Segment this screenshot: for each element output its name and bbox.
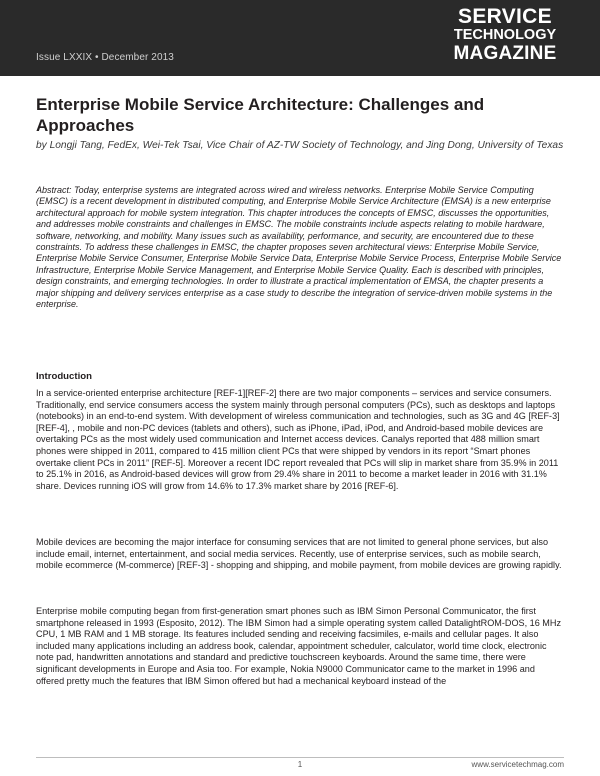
article-abstract: Abstract: Today, enterprise systems are integrated across wired and wireless networks. Enterprise Mobile Service Computing (EMSC) is a recent development in distributed computing, and Enterprise Mobile Service Architecture (EMSA) is a new enterprise architectural approach for mobile system integration. This chapter introduces the concepts of EMSC, discusses the opportunities, and addresses mobile constraints and challenges in EMSC. The mobile constraints include aspects relating to mobile hardware, software, networking, and mobility. Many issues such as availability, performance, and security, are encountered due to these constraints. To address these challenges in EMSC, the chapter proposes seven architectural views: Enterprise Mobile Service, Enterprise Mobile Service Consumer, Enterprise Mobile Service Data, Enterprise Mobile Service Process, Enterprise Mobile Service Infrastructure, Enterprise Mobile Service Management, and Enterprise Mobile Service Quality. Each is described with principles, design constraints, and emerging technologies. In order to illustrate a practical implementation of EMSA, the chapter presents a major shipping and delivery services enterprise as a case study to describe the integration of service-driven mobile systems in the enterprise. [36, 185, 562, 310]
article-title: Enterprise Mobile Service Architecture: Challenges and Approaches [36, 95, 485, 135]
body-paragraph: In a service-oriented enterprise architecture [REF-1][REF-2] there are two major components – services and service consumers. Traditionally, end service consumers access the system mainly through personal computers (PCs), such as desktops and laptops (notebooks) in an end-to-end system. With development of wireless communication and technologies, such as 3G and 4G [REF-3][REF-4], , mobile and non-PC devices (tablets and others), such as iPhone, iPad, iPod, and Android-based mobile devices are overtaking PCs as the most widely used communication and Internet access devices. Canalys reported that 488 million smart phones were shipped in 2011, compared to 415 million client PCs that were shipped by vendors in its report “Smart phones overtake client PCs in 2011” [REF-5]. Moreover a recent IDC report revealed that PCs will slip in market share from 35.9% in 2011 to 25.1% in 2016, as Android-based devices will grow from 29.4% share in 2011 to become a market leader in 2016 with 31.1% share. Devices running iOS will grow from 14.6% to 17.3% market share by 2016 [REF-6]. [36, 388, 560, 491]
logo-line-1: SERVICE [458, 5, 552, 28]
footer-website-link[interactable]: www.servicetechmag.com [471, 760, 564, 769]
header-band [0, 0, 600, 76]
body-paragraph: Mobile devices are becoming the major interface for consuming services that are not limited to general phone services, but also include email, internet, entertainment, and social media services. Recently, use of enterprise services, such as mobile search, mobile ecommerce (M-commerce) [REF-3] - shopping and shipping, and mobile payment, from mobile devices are growing rapidly. [36, 537, 562, 571]
issue-label: Issue LXXIX • December 2013 [36, 52, 174, 63]
section-title-introduction: Introduction [36, 371, 92, 382]
logo-line-3: MAGAZINE [453, 42, 557, 64]
magazine-logo [440, 6, 570, 63]
page-number: 1 [297, 760, 303, 769]
footer-divider [36, 757, 564, 758]
logo-line-2: TECHNOLOGY [453, 27, 557, 43]
body-paragraph: Enterprise mobile computing began from first-generation smart phones such as IBM Simon Personal Communicator, the first smartphone released in 1993 (Esposito, 2012). The IBM Simon had a simple operating system called DatalightROM-DOS, 16 MHz CPU, 1 MB RAM and 1 MB storage. Its features included sending and receiving facsimiles, e-mails and cellular pages. It also included many applications including an address book, calendar, appointment scheduler, calculator, world time clock, electronic note pad, handwritten annotations and standard and predictive touchscreen keyboards. Around the same time, there were significant developments in Europe and Asia too. For example, Nokia N9000 Communicator came to the market in 1996 and offered pretty much the features that IBM Simon offered but had a mechanical keyboard instead of the [36, 606, 561, 686]
article-authors: by Longji Tang, FedEx, Wei-Tek Tsai, Vice Chair of AZ-TW Society of Technology, and Jing Dong, University of Texas [36, 140, 564, 151]
